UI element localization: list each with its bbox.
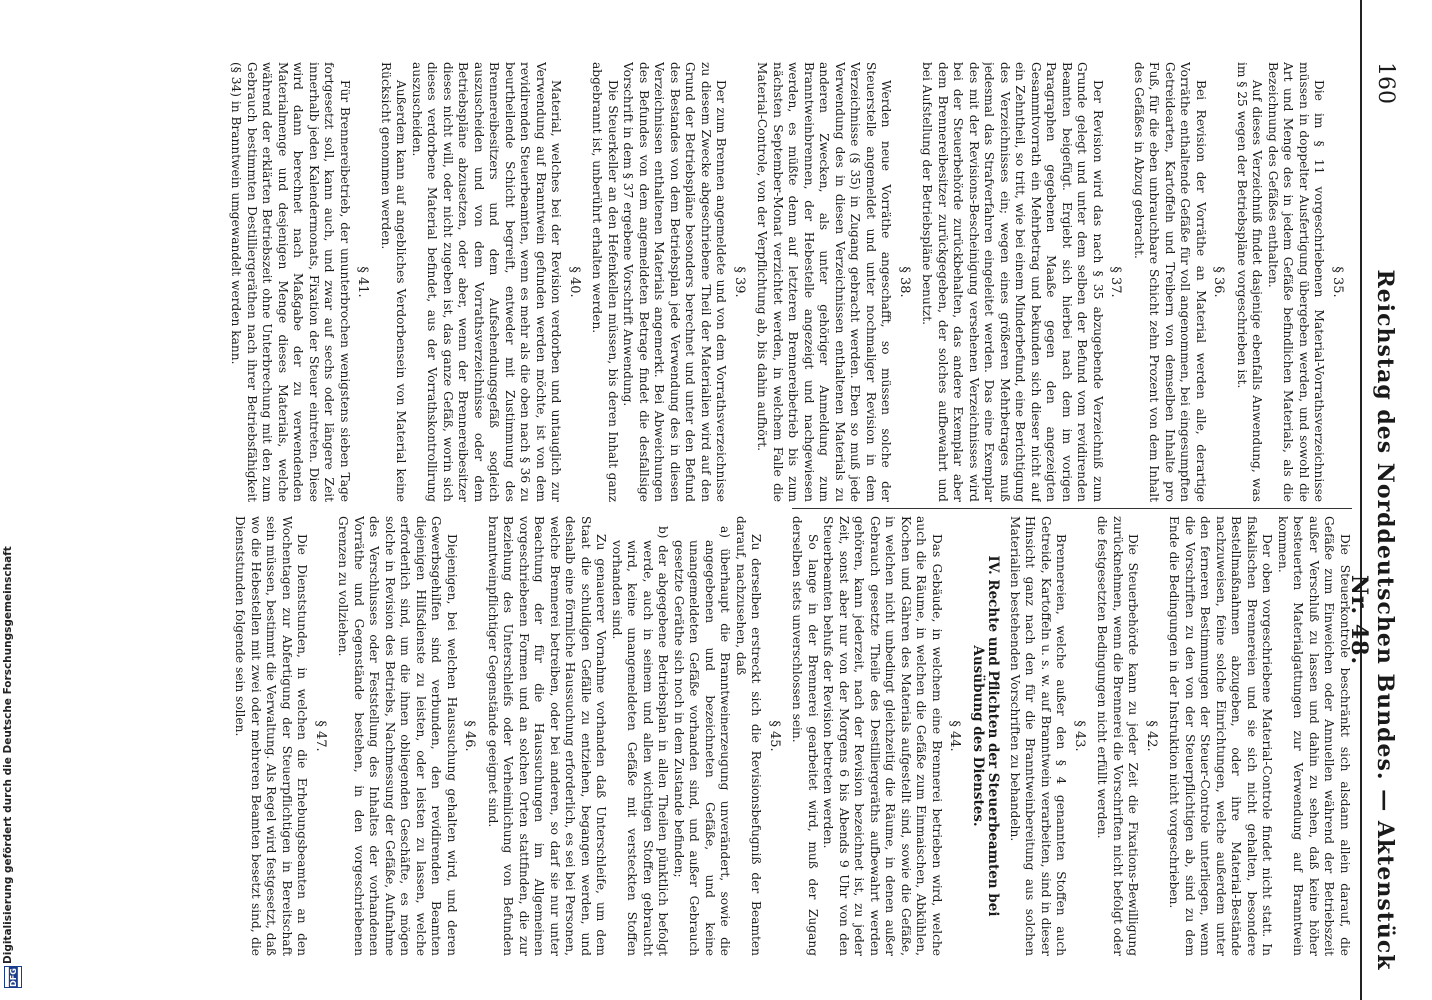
section-number: § 39. — [732, 266, 747, 298]
section-number: § 43. — [1072, 720, 1087, 752]
left-column — [22, 62, 1352, 502]
paragraph: Außerdem kann auf angebliches Verdorbensein von Material keine Rücksicht genommen werden. — [379, 62, 409, 502]
paragraph: Das Gebäude, in welchem eine Brennerei betrieben wird, welche auch die Räume, in welchen die Gefäße zum Einmaischen, Abkühlen, Kochen und Gähren des Materials aufgestellt sind, sowie die Gefäße, in welchen nicht unbedingt gleichzeitig die Räume, in denen außer Gebrauch gesetzte Theile des Destilliergeräths aufbewahrt werden gehören, kann jederzeit, nach der Revision bezeichnet ist, zu jeder Zeit, sonst aber nur von der Morgens 6 bis Abends 9 Uhr von den Steuerbeamten behufs der Revision betreten werden. — [821, 516, 944, 956]
paragraph: Der zum Brennen angemeldete und von dem Vorrathsverzeichnisse zu diesem Zwecke abgeschriebene Theil der Materialien wird auf den Grund der Betriebspläne besonders berechnet und unter den Befund des Bestandes von dem Betriebsplan jede Verwendung des in diesen Verzeichnissen enthaltenen Materials angemerkt. Bei Abweichungen des Befundes von dem angemeldeten Betrage findet die desfallsige Vorschrift in dem § 37 ergebene Vorschrift Anwendung. — [621, 62, 729, 502]
paragraph: Material, welches bei der Revision verdorben und untauglich zur Verwendung auf Branntwein gefunden werden möchte, ist von dem revidirenden Steuerbeamten, wenn es mehr als die oben nach § 36 zu beurtheilende Schicht begreift, entweder mit Zustimmung des Brennereibesitzers und dem Aufsehendungsgefäß sogleich auszuscheiden und von dem Vorrathsverzeichnisse oder dem Betriebspläne abzusetzen, oder aber, wenn der Brennereibesitzer dieses nicht will, oder nicht zugeben ist, das ganze Gefäß, worin sich dieses verdorbene Material befindet, aus der Vorrathskontrollirung auszuscheiden. — [410, 62, 564, 502]
dfg-logo-text: DFG — [8, 967, 18, 987]
paragraph: Die im § 11 vorgeschriebenen Material-Vorrathsverzeichnisse müssen in doppelter Ausfertigung übergeben werden, und sowohl die Art und Menge des in jedem Gefäße befindlichen Materials, als die Bezeichnung des Gefäßes enthalten. — [1266, 62, 1327, 502]
paragraph: Der Revision wird das nach § 35 abzugebende Verzeichniß zum Grunde gelegt und unter dem selben der Befund vom revidirenden Beamten beigefügt. Ergiebt sich hierbei nach dem im vorigen Paragraphen gegebenen Maaße gegen den angezeigten Gesammtvorrath ein Mehrbetrag und bekunden sich dieser nicht auf ein Zehntheil, so tritt, wie bei einem Minderbefund, eine Berichtigung des Verzeichnisses ein; wegen eines größeren Mehrbetrages muß jedesmal das Strafverfahren eingeleitet werden. Das eine Exemplar des mit der Revisions-Bescheinigung versehenen Verzeichnisses wird bei der Steuerbehörde zurückbehalten, das andere Exemplar aber dem Brennereibesitzer zurückgegeben, der solches aufbewahrt und bei Aufstellung der Betriebspläne benutzt. — [920, 62, 1105, 502]
paragraph: Die Steuerkeller an den Hefenkellen müssen, bis deren Inhalt ganz abgebrannt ist, unberührt erhalten werden. — [590, 62, 620, 502]
section-number: § 44. — [947, 720, 963, 752]
section-number: § 38. — [897, 266, 912, 298]
section-number: § 47. — [313, 720, 328, 752]
paragraph: So lange in der Brennerei gearbeitet wird, muß der Zugang derselben stets unverschlossen sein. — [790, 516, 820, 956]
right-column — [22, 516, 1352, 956]
paragraph: Auf dieses Verzeichniß findet dasjenige ebenfalls Anwendung, was im § 25 wegen der Betriebspläne vorgeschrieben ist. — [1235, 62, 1265, 502]
section-number: § 42. — [1144, 720, 1159, 752]
section-number: § 40. — [567, 266, 582, 298]
paragraph: Bei Revision der Vorräthe an Material werden alle, derartige Vorräthe enthaltende Gefäße für voll angenommen, bei eingesumpften Getreidearten, Kartoffeln und Treibern von demselben Inhalte pro Fuß, für die eben unbrauchbare Schicht zehn Prozent von dem Inhalt des Gefäßes in Abzug gebracht. — [1132, 62, 1208, 502]
section-number: § 45. — [767, 720, 782, 752]
digitization-credit — [0, 0, 26, 1000]
paragraph: Die Steuerkontrole beschränkt sich alsdann allein darauf, die Gefäße zum Einweichen oder Annuellen während der Betriebszeit außer Verschluß zu lassen und dahin zu sehen, daß keine höher besteuerten Materialgattungen zur Verwendung auf Branntwein kommen. — [1276, 516, 1352, 956]
paragraph: Diejenigen, bei welchen Haussuchung gehalten wird, und deren Gewerbsgehilfen sind verbunden, den revidirenden Beamten diejenigen Hilfsdienste zu leisten, oder leisten zu lassen, welche erforderlich sind, um die ihnen obliegenden Geschäfte, es mögen solche in Revision des Betriebs, Nachmessung der Gefäße, Aufnahme des Verschlusses oder Feststellung des Inhaltes der vorhandenen Vorräthe und Gegenstände bestehen, in den vorgeschriebenen Grenzen zu vollziehen. — [336, 516, 459, 956]
section-number: § 46. — [462, 720, 478, 752]
paragraph: b) der abgegebene Betriebsplan in allen Theilen pünktlich befolgt werde, auch in seinem und allen wichtigen Stoffen gebraucht wird, keine unangemeldeten Gefäße mit versteckten Stoffen vorhanden sind. — [610, 526, 671, 956]
section-number: § 41. — [355, 266, 371, 298]
paragraph: Werden neue Vorräthe angeschafft, so müssen solche der Steuerstelle angemeldet und unter nochmaliger Revision in dem Verzeichnisse (§ 35) in Zugang gebracht werden. Eben so muß jede Verwendung des in diesen Verzeichnissen enthaltenen Materials zu anderen Zwecken, als unter gehöriger Anmeldung zum Branntweinbrennen, der Hebestelle angezeigt und nachgewiesen werden, es müßte denn auf letzteren Brennereibetrieb bis zum nächsten September-Monat verzichtet werden, in welchem Falle die Material-Controle, von der Verpflichtung ab, bis dahin aufhört. — [755, 62, 894, 502]
chapter-heading: IV. Rechte und Pflichten der Steuerbeamten bei Ausübung des Dienstes. — [970, 555, 1002, 917]
page-number: 160 — [1373, 62, 1398, 104]
paragraph: Der oben vorgeschriebene Material-Controle findet nicht statt. In fiskalischen Brennereien und sie sich nicht gehalten, besondere Bestellmaßnahmen abzugeben, oder ihre Material-Bestände nachzuweisen, feine solche Einrichtungen, welche außerdem unter den ferneren Bestimmungen der Steuer-Controle unterliegen, wenn die Vorschriften zu den von der Steuerpflichtigen ab, sind zu dem Ende die Bedingungen in der Instruktion nicht vorgeschrieben. — [1167, 516, 1275, 956]
paragraph: Die Dienststunden, in welchen die Erhebungsbeamten an den Wochentagen zur Abfertigung der Steuerpflichtigen in Bereitschaft sein müssen, bestimmt die Verwaltung. Als Regel wird festgesetzt, daß wo die Hebestellen mit zwei oder mehreren Beamten besetzt sind, die Dienststunden folgende sein sollen. — [233, 516, 310, 956]
credit-text: Digitalisierung gefördert durch die Deutsche Forschungsgemeinschaft — [2, 546, 14, 964]
paragraph: Brennereien, welche außer den § 4 genannten Stoffen auch Getreide, Kartoffeln u. s. w. auf Branntwein verarbeiten, sind in dieser Hinsicht ganz nach den für die Branntweinbereitung aus solchen Materialien bestehenden Vorschriften zu behandeln. — [1008, 516, 1069, 956]
paragraph: Zu genauerer Vornahme vorhanden daß Unterschleife, um dem Staat die schuldigen Gefälle zu entziehen, begangen werden, und deshalb eine förmliche Haussuchung erforderlich, es sei bei Personen, welche Brennerei betreiben, oder bei anderen, so darf sie nur unter Beachtung der für die Haussuchungen im Allgemeinen vorgeschriebenen Formen und an solchen Orten stattfinden, die zur Beziehung des Unterschleifs oder Verheimlichung von Befunden branntweinpflichtiger Gegenstände geeignet sind. — [486, 516, 609, 956]
section-number: § 36. — [1211, 266, 1227, 298]
running-title: Reichstag des Norddeutschen Bundes. — Aktenstück Nr. 48. — [1346, 269, 1398, 971]
page-header — [1346, 0, 1398, 1000]
section-number: § 35. — [1330, 266, 1345, 298]
paragraph: Für Brennereibetrieb, der ununterbrochen wenigstens sieben Tage fortgesetzt soll, kann auch, und zwar auf sechs oder längere Zeit innerhalb jeden Kalendermonats, Fixation der Steuer eintreten. Diese wird dann berechnet nach Maßgabe der zu verwendenden Materialmenge und desjenigen Menge dieses Materials, welche während der erklärten Betriebszeit ohne Unterbrechung mit den zum Gebrauch bestimmten Destilliergeräthen nach ihrer Betriebsfähigkeit (§ 34) in Branntwein umgewandelt werden kann. — [229, 62, 352, 502]
paragraph: Zu derselben erstreckt sich die Revisionsbefugniß der Beamten darauf, nachzusehen, daß — [734, 516, 764, 956]
paragraph: Die Steuerbehörde kann zu jeder Zeit die Fixations-Bewilligung zurücknehmen, wenn die Brennerei die Vorschriften nicht befolgt oder die festgesetzten Bedingungen nicht erfüllt werden. — [1095, 516, 1141, 956]
section-number: § 37. — [1108, 266, 1124, 298]
paragraph: a) überhaupt die Branntweinerzeugung unverändert, sowie die angegebenen und bezeichneten Gefäße, und keine unangemeldeten Gefäße vorhanden sind, und außer Gebrauch gesetzte Geräthe sich noch in dem Zustande befinden; — [672, 526, 733, 956]
column-divider — [792, 508, 1352, 509]
dfg-logo-icon — [4, 966, 22, 988]
